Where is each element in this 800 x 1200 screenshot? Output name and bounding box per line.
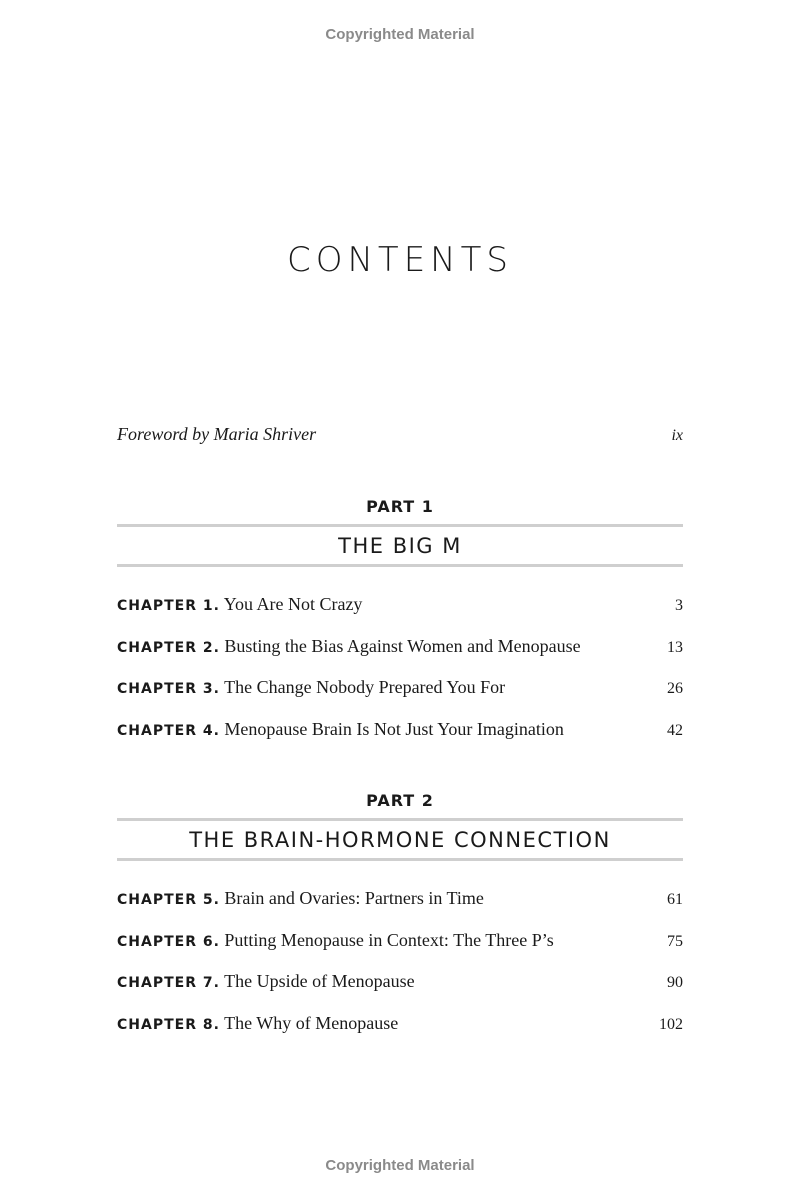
part-2-title: THE BRAIN-HORMONE CONNECTION	[189, 828, 611, 852]
chapter-label: CHAPTER 1.	[117, 598, 220, 614]
part-2-rule-top	[117, 818, 683, 821]
chapter-title: Busting the Bias Against Women and Menopause	[224, 636, 581, 656]
chapter-label: CHAPTER 3.	[117, 681, 220, 697]
chapter-page-number: 102	[659, 1016, 683, 1033]
toc-entry-chapter-6[interactable]	[117, 930, 683, 951]
toc-entry-chapter-7[interactable]	[117, 971, 683, 992]
chapter-title: The Why of Menopause	[224, 1013, 399, 1033]
chapter-label: CHAPTER 7.	[117, 975, 220, 991]
page-title: CONTENTS	[287, 240, 513, 280]
chapter-label: CHAPTER 8.	[117, 1017, 220, 1033]
chapter-title: You Are Not Crazy	[223, 594, 363, 614]
chapter-title: The Upside of Menopause	[224, 971, 415, 991]
chapter-label: CHAPTER 5.	[117, 892, 220, 908]
toc-entry-chapter-3[interactable]	[117, 677, 683, 698]
watermark-bottom: Copyrighted Material	[325, 1157, 475, 1174]
chapter-label: CHAPTER 6.	[117, 934, 220, 950]
foreword-title: Foreword by Maria Shriver	[117, 424, 317, 444]
chapter-page-number: 61	[667, 891, 683, 908]
toc-entry-foreword[interactable]	[117, 424, 683, 445]
chapter-page-number: 13	[667, 639, 683, 656]
chapter-page-number: 42	[667, 722, 683, 739]
watermark-top: Copyrighted Material	[325, 26, 475, 43]
toc-entry-chapter-8[interactable]	[117, 1013, 683, 1034]
toc-entry-chapter-1[interactable]	[117, 594, 683, 615]
part-2-label: PART 2	[366, 791, 434, 810]
part-1-label: PART 1	[366, 497, 434, 516]
chapter-title: Menopause Brain Is Not Just Your Imagination	[224, 719, 564, 739]
part-1-rule-bottom	[117, 564, 683, 567]
chapter-page-number: 90	[667, 974, 683, 991]
toc-entry-chapter-4[interactable]	[117, 719, 683, 740]
part-1-title: THE BIG M	[338, 534, 462, 558]
chapter-page-number: 75	[667, 933, 683, 950]
foreword-page-number: ix	[671, 427, 683, 444]
chapter-title: The Change Nobody Prepared You For	[224, 677, 506, 697]
part-2-rule-bottom	[117, 858, 683, 861]
chapter-label: CHAPTER 2.	[117, 640, 220, 656]
toc-entry-chapter-5[interactable]	[117, 888, 683, 909]
chapter-title: Brain and Ovaries: Partners in Time	[224, 888, 484, 908]
chapter-page-number: 26	[667, 680, 683, 697]
chapter-title: Putting Menopause in Context: The Three P’s	[224, 930, 554, 950]
toc-entry-chapter-2[interactable]	[117, 636, 683, 657]
chapter-page-number: 3	[675, 597, 683, 614]
chapter-label: CHAPTER 4.	[117, 723, 220, 739]
part-1-rule-top	[117, 524, 683, 527]
